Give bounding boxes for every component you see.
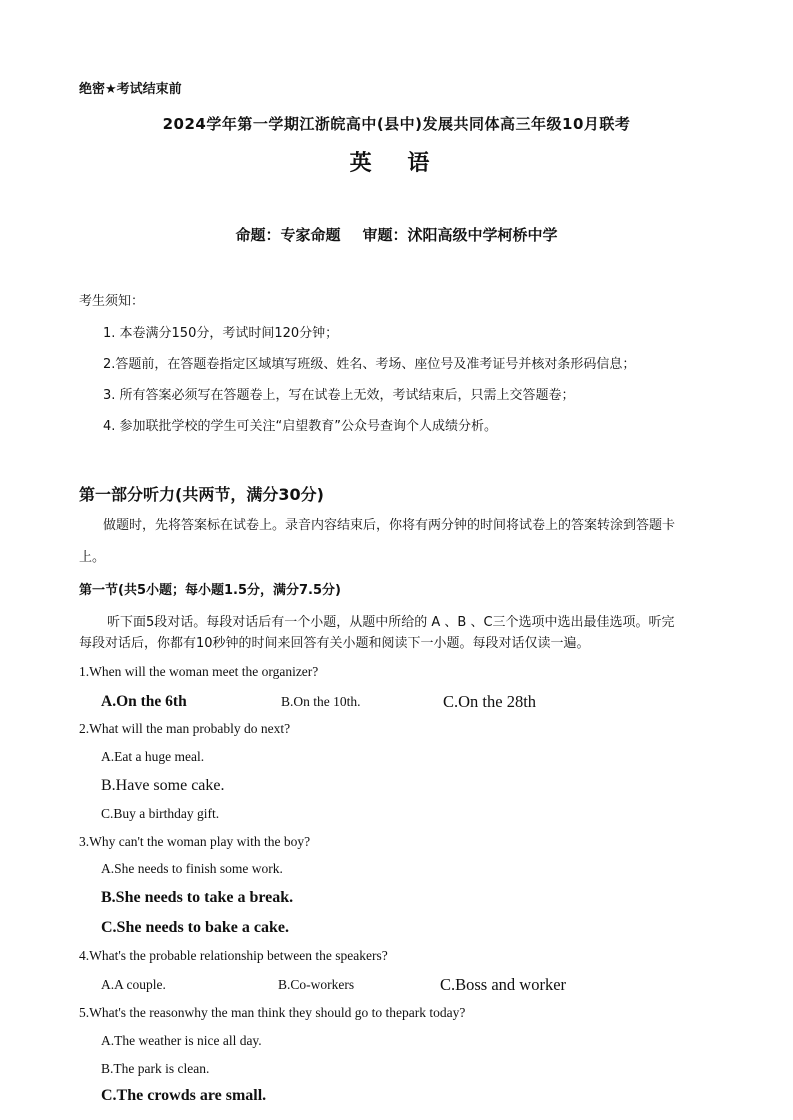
notice-item: 1. 本卷满分150分，考试时间120分钟； — [103, 326, 339, 341]
q1-option-c: C.On the 28th — [443, 692, 537, 711]
q1-option-a: A.On the 6th — [101, 693, 187, 710]
part1-instruction-cont: 上。 — [79, 550, 106, 565]
question-5: 5.What's the reasonwhy the man think they should go to thepark today? — [79, 1005, 466, 1020]
q3-option-a: A.She needs to finish some work. — [101, 861, 283, 876]
q4-option-b: B.Co-workers — [278, 977, 355, 992]
setter-label: 命题：专家命题 — [235, 226, 341, 244]
q5-option-b: B.The park is clean. — [101, 1061, 210, 1076]
subject-title: 英 语 — [349, 151, 444, 176]
section1-title: 第一节(共5小题；每小题1.5分，满分7.5分) — [79, 583, 341, 598]
section1-instruction: 听下面5段对话。每段对话后有一个小题，从题中所给的 A 、B 、C三个选项中选出最佳选项。听完 — [107, 615, 675, 630]
notice-item: 4. 参加联批学校的学生可关注“启望教育”公众号查询个人成绩分析。 — [103, 419, 498, 434]
q2-option-a: A.Eat a huge meal. — [101, 749, 205, 764]
q1-option-b: B.On the 10th. — [281, 694, 361, 709]
section1-instruction-cont: 每段对话后，你都有10秒钟的时间来回答有关小题和阅读下一小题。每段对话仅读一遍。 — [79, 636, 590, 651]
q3-option-b: B.She needs to take a break. — [101, 889, 294, 906]
reviewer-label: 审题：沭阳高级中学柯桥中学 — [362, 226, 558, 244]
q2-option-b: B.Have some cake. — [101, 777, 225, 794]
q3-option-c: C.She needs to bake a cake. — [101, 919, 290, 936]
q2-option-c: C.Buy a birthday gift. — [101, 806, 220, 821]
q5-option-a: A.The weather is nice all day. — [101, 1033, 262, 1048]
notice-item: 3. 所有答案必须写在答题卷上，写在试卷上无效，考试结束后，只需上交答题卷； — [103, 388, 575, 403]
question-2: 2.What will the man probably do next? — [79, 721, 291, 736]
q5-option-c: C.The crowds are small. — [101, 1087, 267, 1104]
secret-mark: 绝密★考试结束前 — [79, 82, 182, 97]
question-4: 4.What's the probable relationship between the speakers? — [79, 948, 388, 963]
part1-title: 第一部分听力(共两节，满分30分) — [79, 485, 324, 504]
authors-line — [0, 224, 793, 245]
notice-item: 2.答题前，在答题卷指定区域填写班级、姓名、考场、座位号及准考证号并核对条形码信息； — [103, 357, 636, 372]
question-1: 1.When will the woman meet the organizer? — [79, 664, 319, 679]
q4-option-a: A.A couple. — [101, 977, 166, 992]
notice-title: 考生须知： — [79, 294, 145, 309]
exam-header-title: 2024学年第一学期江浙皖高中(县中)发展共同体高三年级10月联考 — [162, 115, 631, 133]
part1-instruction: 做题时，先将答案标在试卷上。录音内容结束后，你将有两分钟的时间将试卷上的答案转涂到答题卡 — [103, 518, 676, 533]
q4-option-c: C.Boss and worker — [440, 975, 567, 994]
question-3: 3.Why can't the woman play with the boy? — [79, 834, 311, 849]
